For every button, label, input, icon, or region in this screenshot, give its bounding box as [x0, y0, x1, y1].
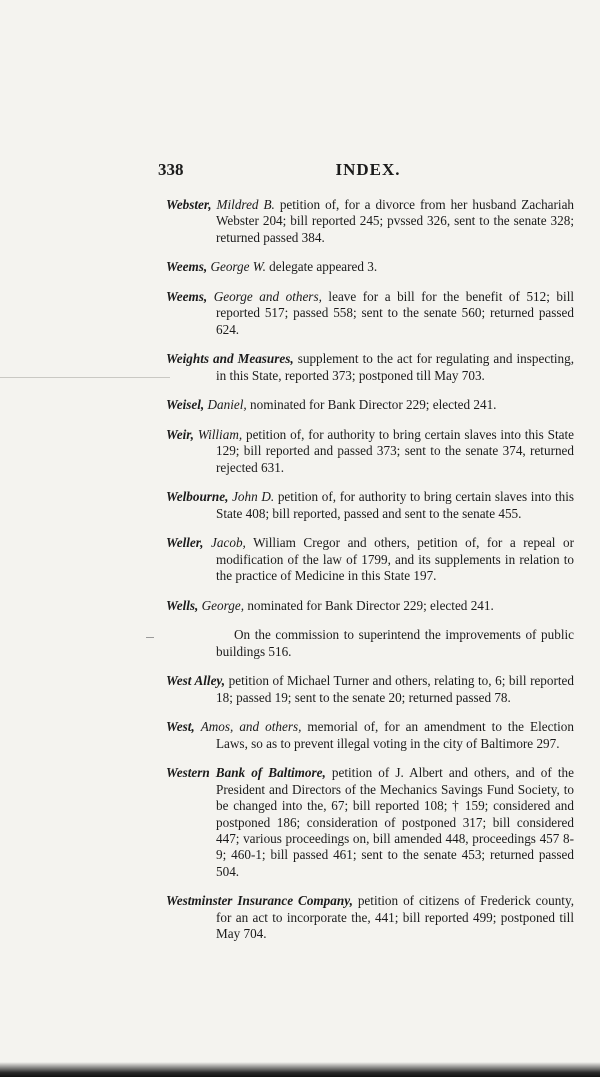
index-entry: Weir, William, petition of, for authority to bring certain slaves into this State 129; bill reported and passed 373; sent to the senate 374, returned rejected 631. [166, 427, 575, 475]
running-head: INDEX. [335, 160, 401, 179]
index-entries [166, 197, 574, 946]
index-entry: Western Bank of Baltimore, petition of J. Albert and others, and of the President and Directors of the Mechanics Savings Fund Society, to be changed into the, 67; bill reported 108; † 159; considered and postponed 186; consideration of postponed 317; bill considered 447; various proceedings on, bill amended 448, proceedings 457 8-9; 460-1; bill passed 461; sent to the senate 453; returned passed 504. [166, 765, 574, 879]
index-entry: Webster, Mildred B. petition of, for a divorce from her husband Zachariah Webster 204; bill reported 245; pvssed 326, sent to the senate 328; returned passed 384. [166, 197, 575, 245]
index-entry: Weisel, Daniel, nominated for Bank Director 229; elected 241. [166, 397, 497, 413]
index-entry: Weems, George and others, leave for a bill for the benefit of 512; bill reported 517; passed 558; sent to the senate 560; returned passed 624. [166, 289, 575, 337]
index-entry: West, Amos, and others, memorial of, for an amendment to the Election Laws, so as to prevent illegal voting in the city of Baltimore 297. [166, 719, 574, 751]
index-entry: Weller, Jacob, William Cregor and others, petition of, for a repeal or modification of the law of 1799, and its supplements in relation to the practice of Medicine in this State 197. [166, 535, 575, 584]
index-entry: Wells, George, nominated for Bank Director 229; elected 241. [166, 597, 494, 613]
index-entry: Welbourne, John D. petition of, for authority to bring certain slaves into this State 408; bill reported, passed and sent to the senate 455. [166, 489, 575, 521]
index-entry: Weights and Measures, supplement to the act for regulating and inspecting, in this State, reported 373; postponed till May 703. [166, 351, 575, 383]
index-entry: West Alley, petition of Michael Turner and others, relating to, 6; bill reported 18; passed 19; sent to the senate 20; returned passed 78. [166, 673, 574, 705]
bottom-edge [0, 1062, 600, 1077]
page-header [158, 160, 578, 182]
index-entry: Westminster Insurance Company, petition of citizens of Frederick county, for an act to incorporate the, 441; bill reported 499; postponed till May 704. [166, 893, 574, 942]
index-entry: Weems, George W. delegate appeared 3. [166, 259, 378, 275]
index-entry-continuation: On the commission to superintend the improvements of public buildings 516. [216, 627, 574, 659]
page-number: 338 [158, 160, 184, 179]
margin-mark [146, 637, 154, 638]
top-rule [0, 377, 170, 378]
